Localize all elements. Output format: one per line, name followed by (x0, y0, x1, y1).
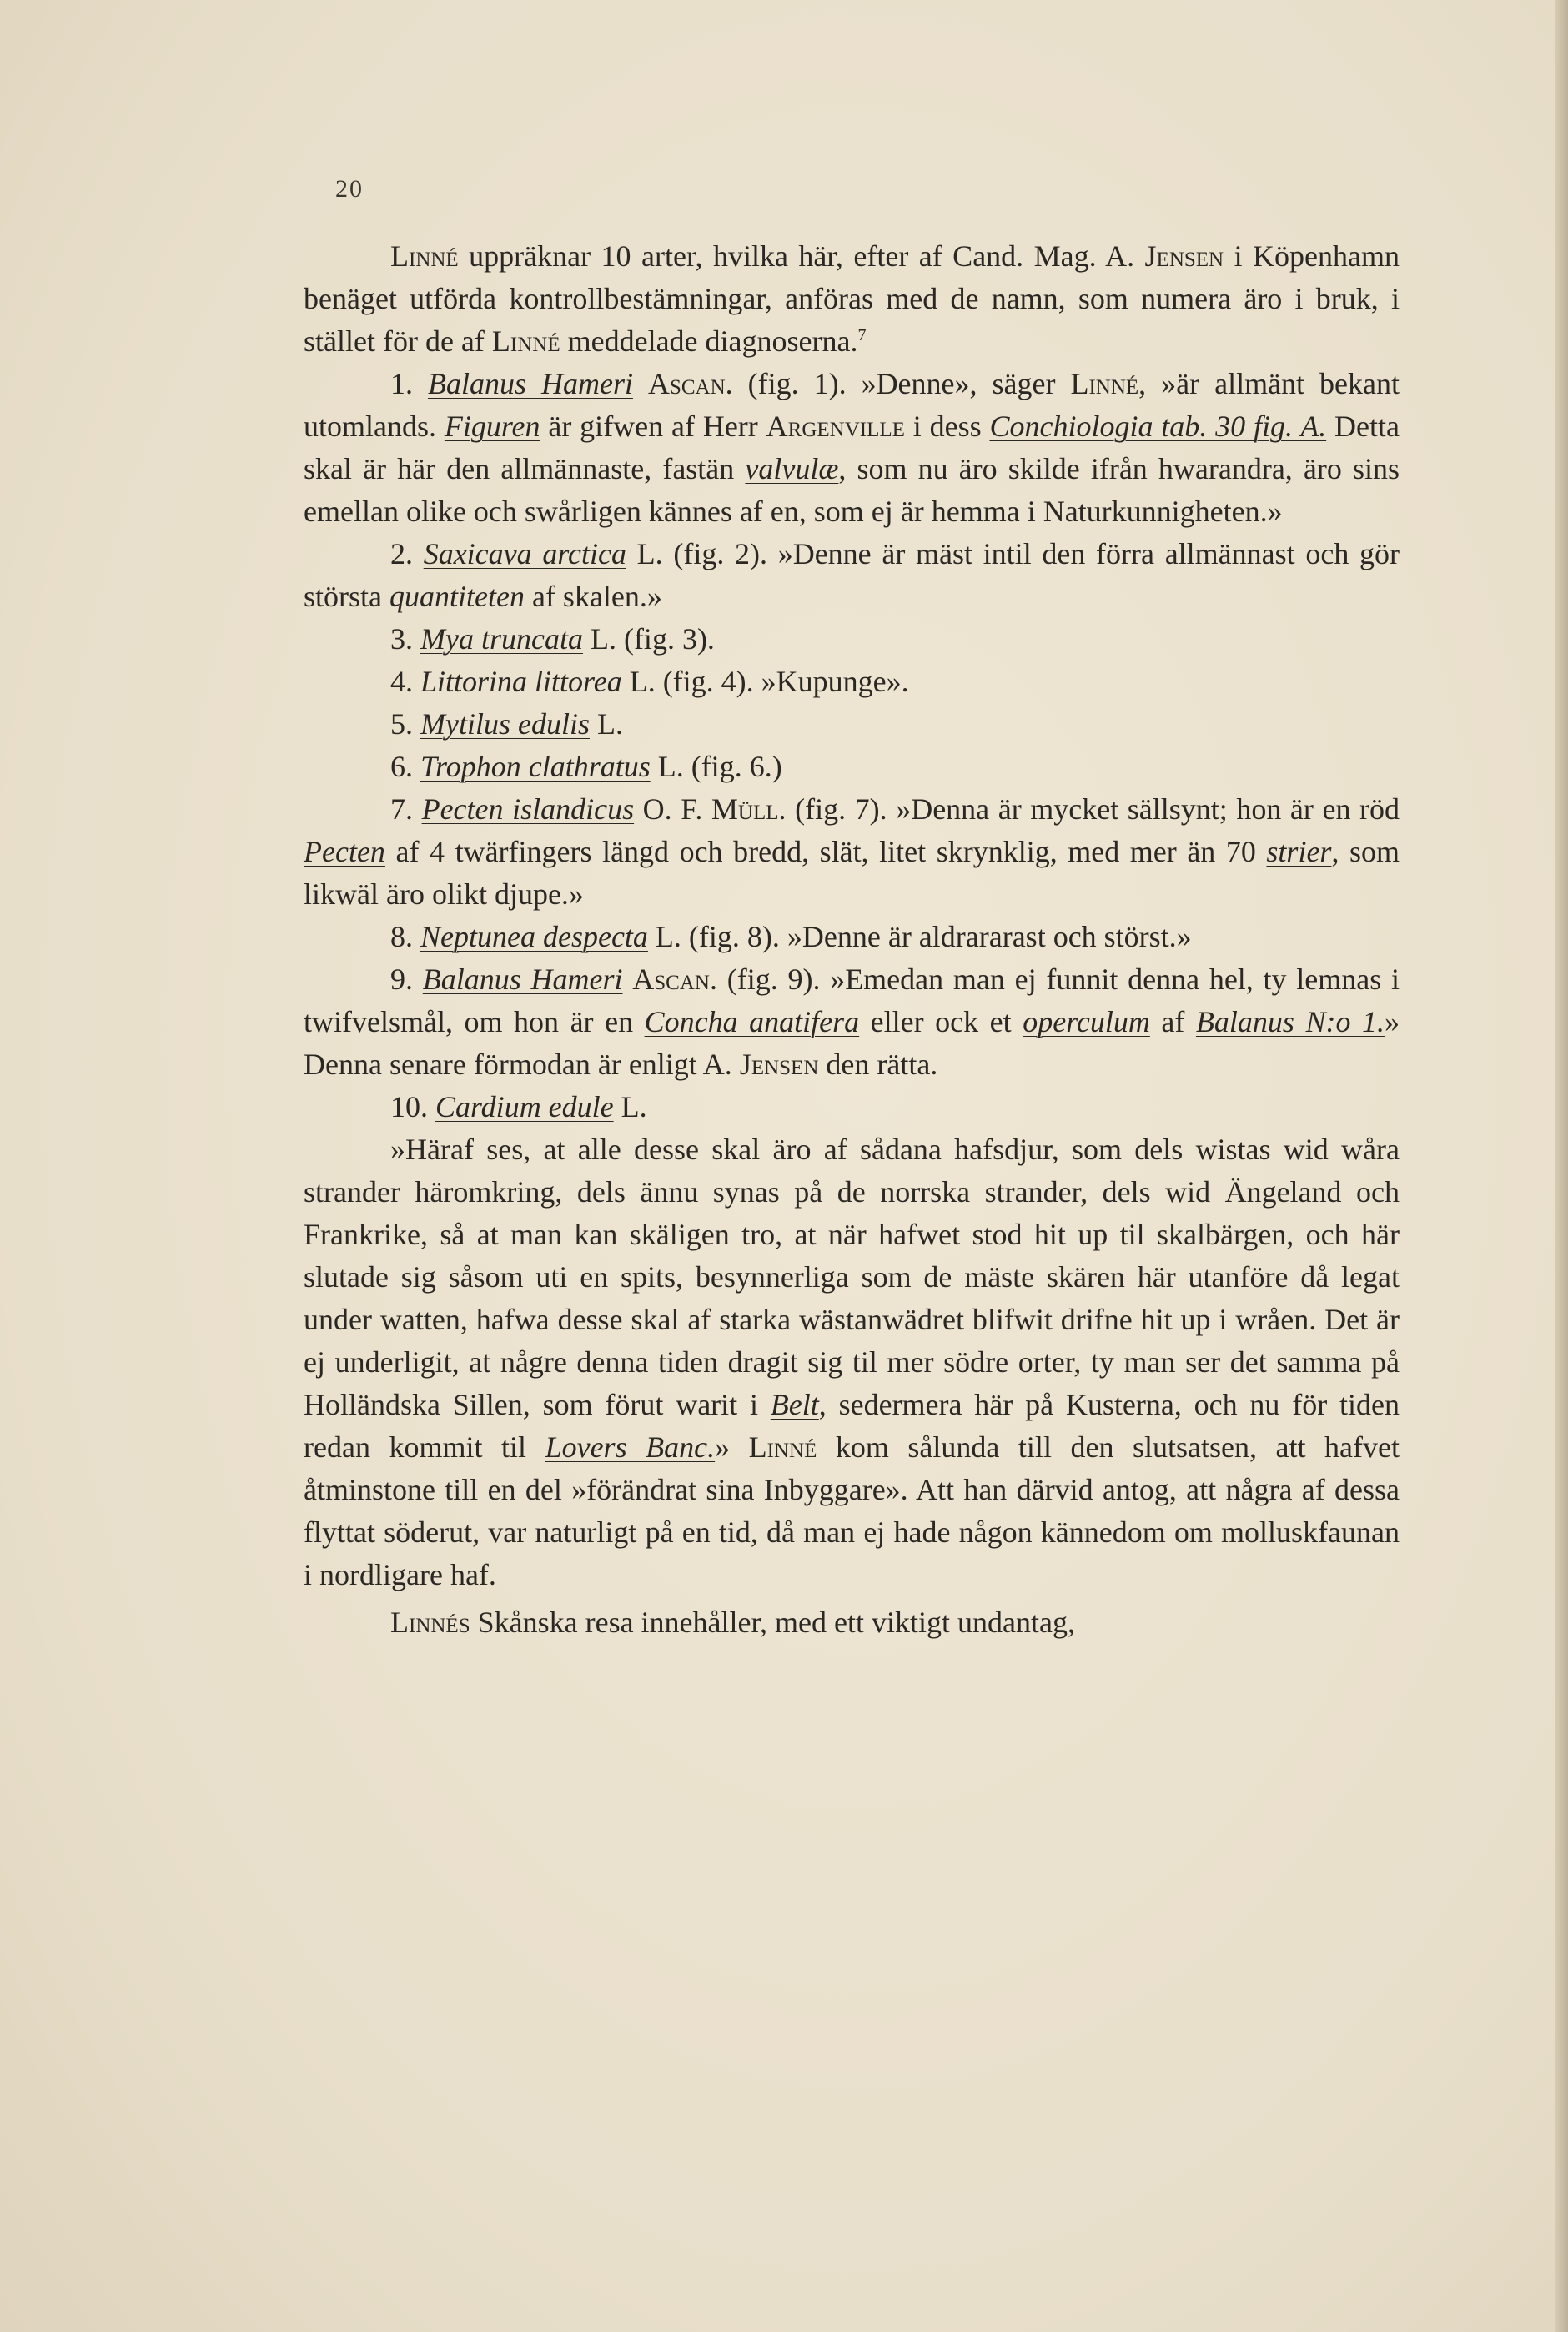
author-name: Linné (390, 239, 459, 273)
species-name: Mytilus edulis (420, 707, 590, 741)
list-item-4: 4. Littorina littorea L. (fig. 4). »Kupunge». (390, 665, 909, 698)
author-name: Linné (491, 324, 560, 358)
species-name: Cardium edule (435, 1090, 614, 1123)
quote-paragraph: »Häraf ses, at alle desse skal äro af sådana hafsdjur, som dels wistas wid wåra strander häromkring, dels ännu synas på de norrska strander, dels wid Ängeland och Frankrike, så at man kan skäligen tro, at när hafwet stod hit up til skalbärgen, och här slutade sig såsom uti en spits, besynnerliga som de mäste skären här utanföre då legat under watten, hafwa desse skal af starka wästanwädret blifwit drifne hit up i wråen. Det är ej underligit, at någre denna tiden dragit sig til mer södre orter, ty man ser det samma på Holländska Sillen, som förut warit i Belt, sedermera här på Kusterna, och nu för tiden redan kommit til Lovers Banc.» Linné kom sålunda till den slutsatsen, att hafvet åtminstone till en del »förändrat sina Inbyggare». Att han därvid antog, att några af dessa flyttat söderut, var naturligt på en tid, då man ej hade någon kännedom om molluskfaunan i nordligare haf. (304, 1133, 1400, 1591)
species-name: Saxicava arctica (423, 537, 626, 570)
list-item-9: 9. Balanus Hameri Ascan. (fig. 9). »Emedan man ej funnit denna hel, ty lemnas i twifvelsmål, om hon är en Concha anatifera eller ock et operculum af Balanus N:o 1.» Denna senare förmodan är enligt A. Jensen den rätta. (304, 962, 1400, 1081)
list-item-10: 10. Cardium edule L. (390, 1090, 647, 1123)
footnote-marker: 7 (857, 326, 867, 344)
list-item-3: 3. Mya truncata L. (fig. 3). (390, 622, 715, 656)
list-item-6: 6. Trophon clathratus L. (fig. 6.) (390, 750, 782, 783)
species-name: Mya truncata (420, 622, 583, 656)
species-name: Littorina littorea (420, 665, 622, 698)
species-name: Balanus Hameri (427, 367, 633, 400)
list-item-7: 7. Pecten islandicus O. F. Müll. (fig. 7). »Denna är mycket sällsynt; hon är en röd Pecten af 4 twärfingers längd och bredd, slät, litet skrynklig, med mer än 70 strier, som likwäl äro olikt djupe.» (304, 792, 1400, 911)
list-item-1: 1. Balanus Hameri Ascan. (fig. 1). »Denne», säger Linné, »är allmänt bekant utomlands. Figuren är gifwen af Herr Argenville i dess Conchiologia tab. 30 fig. A. Detta skal är här den allmännaste, fastän valvulæ, som nu äro skilde ifrån hwarandra, äro sins emellan olike och swårligen kännes af en, som ej är hemma i Naturkunnigheten.» (304, 367, 1400, 528)
species-name: Neptunea despecta (420, 920, 648, 953)
list-item-8: 8. Neptunea despecta L. (fig. 8). »Denne är aldrararast och störst.» (390, 920, 1192, 953)
species-name: Trophon clathratus (420, 750, 651, 783)
list-item-5: 5. Mytilus edulis L. (390, 707, 623, 741)
page-edge (1555, 0, 1568, 2332)
list-item-2: 2. Saxicava arctica L. (fig. 2). »Denne är mäst intil den förra allmännast och gör största quantiteten af skalen.» (304, 537, 1400, 613)
species-name: Balanus Hameri (422, 962, 623, 996)
author-name: Jensen (1144, 239, 1224, 273)
intro-paragraph: Linné uppräknar 10 arter, hvilka här, efter af Cand. Mag. A. Jensen i Köpenhamn benäget utförda kontrollbestämningar, anföras med de namn, som numera äro i bruk, i stället för de af Linné meddelade diagnoserna.$^7$ (304, 239, 1400, 358)
final-paragraph: Linnés Skånska resa innehåller, med ett viktigt undantag, (390, 1606, 1075, 1639)
body-text (304, 235, 1400, 1644)
species-name: Pecten islandicus (421, 792, 635, 826)
page-number: 20 (335, 175, 364, 203)
